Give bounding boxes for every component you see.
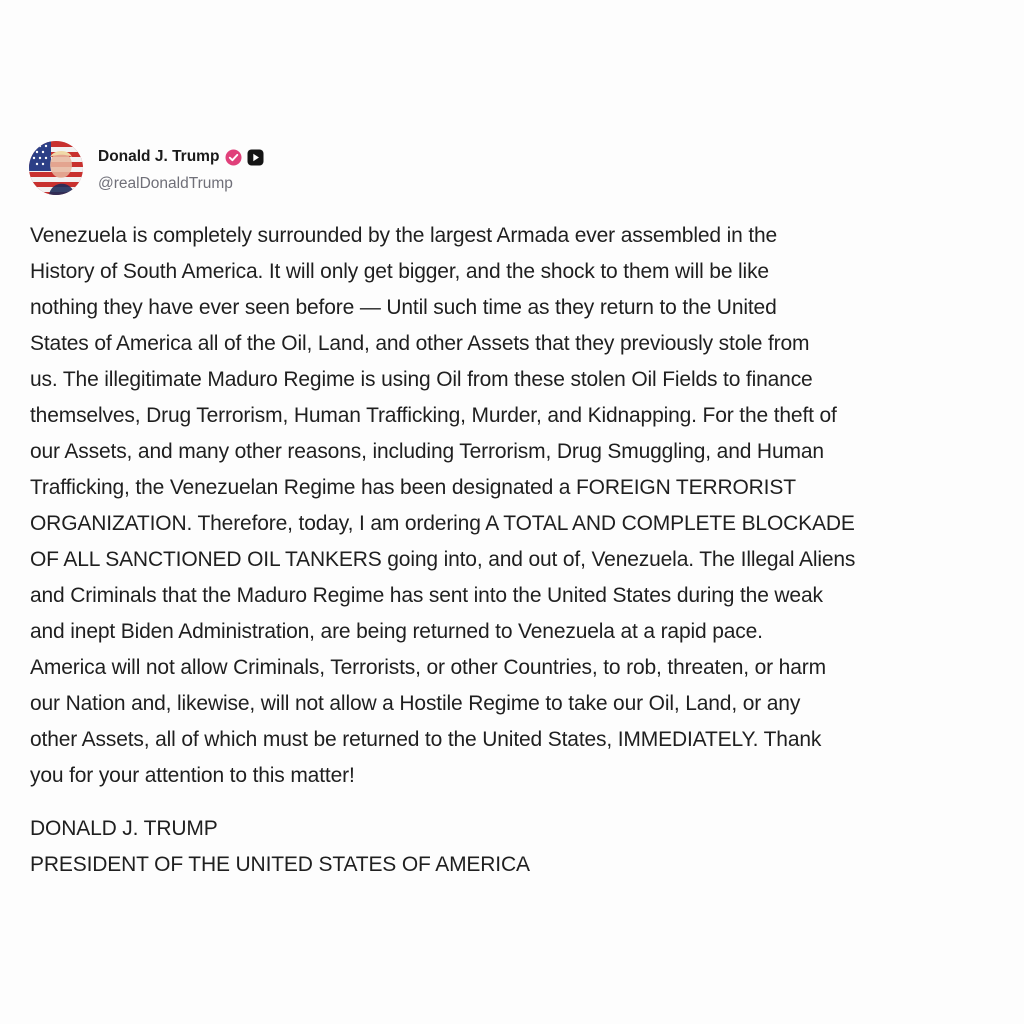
verified-badge-icon — [225, 149, 242, 166]
post-body-line: us. The illegitimate Maduro Regime is using Oil from these stolen Oil Fields to finance — [30, 368, 813, 391]
post-body-line: States of America all of the Oil, Land, and other Assets that they previously stole from — [30, 332, 810, 355]
post-body — [30, 218, 1005, 794]
post-body-line: you for your attention to this matter! — [30, 764, 355, 787]
avatar[interactable] — [29, 141, 83, 195]
post-body-line: and Criminals that the Maduro Regime has sent into the United States during the weak — [30, 584, 823, 607]
post-signature — [30, 811, 530, 883]
live-broadcast-icon[interactable] — [247, 149, 264, 166]
post-body-line: Trafficking, the Venezuelan Regime has been designated a FOREIGN TERRORIST — [30, 476, 796, 499]
post-body-line: Venezuela is completely surrounded by the largest Armada ever assembled in the — [30, 224, 778, 247]
signature-title: PRESIDENT OF THE UNITED STATES OF AMERICA — [30, 853, 530, 876]
post-body-line: nothing they have ever seen before — Until such time as they return to the United — [30, 296, 777, 319]
author-name-row — [98, 146, 264, 168]
post-body-line: History of South America. It will only get bigger, and the shock to them will be like — [30, 260, 769, 283]
post-body-line: our Nation and, likewise, will not allow a Hostile Regime to take our Oil, Land, or any — [30, 692, 801, 715]
post-body-line: ORGANIZATION. Therefore, today, I am ordering A TOTAL AND COMPLETE BLOCKADE — [30, 512, 855, 535]
signature-name: DONALD J. TRUMP — [30, 817, 218, 840]
post-body-line: our Assets, and many other reasons, including Terrorism, Drug Smuggling, and Human — [30, 440, 824, 463]
post-body-line: America will not allow Criminals, Terrorists, or other Countries, to rob, threaten, or harm — [30, 656, 826, 679]
display-name[interactable]: Donald J. Trump — [98, 148, 220, 165]
author-handle[interactable]: @realDonaldTrump — [98, 175, 233, 192]
american-flag-portrait-icon — [29, 141, 83, 195]
post-body-line: other Assets, all of which must be returned to the United States, IMMEDIATELY. Thank — [30, 728, 822, 751]
post-body-line: themselves, Drug Terrorism, Human Trafficking, Murder, and Kidnapping. For the theft of — [30, 404, 837, 427]
post-body-line: OF ALL SANCTIONED OIL TANKERS going into, and out of, Venezuela. The Illegal Aliens — [30, 548, 856, 571]
post-body-line: and inept Biden Administration, are being returned to Venezuela at a rapid pace. — [30, 620, 763, 643]
